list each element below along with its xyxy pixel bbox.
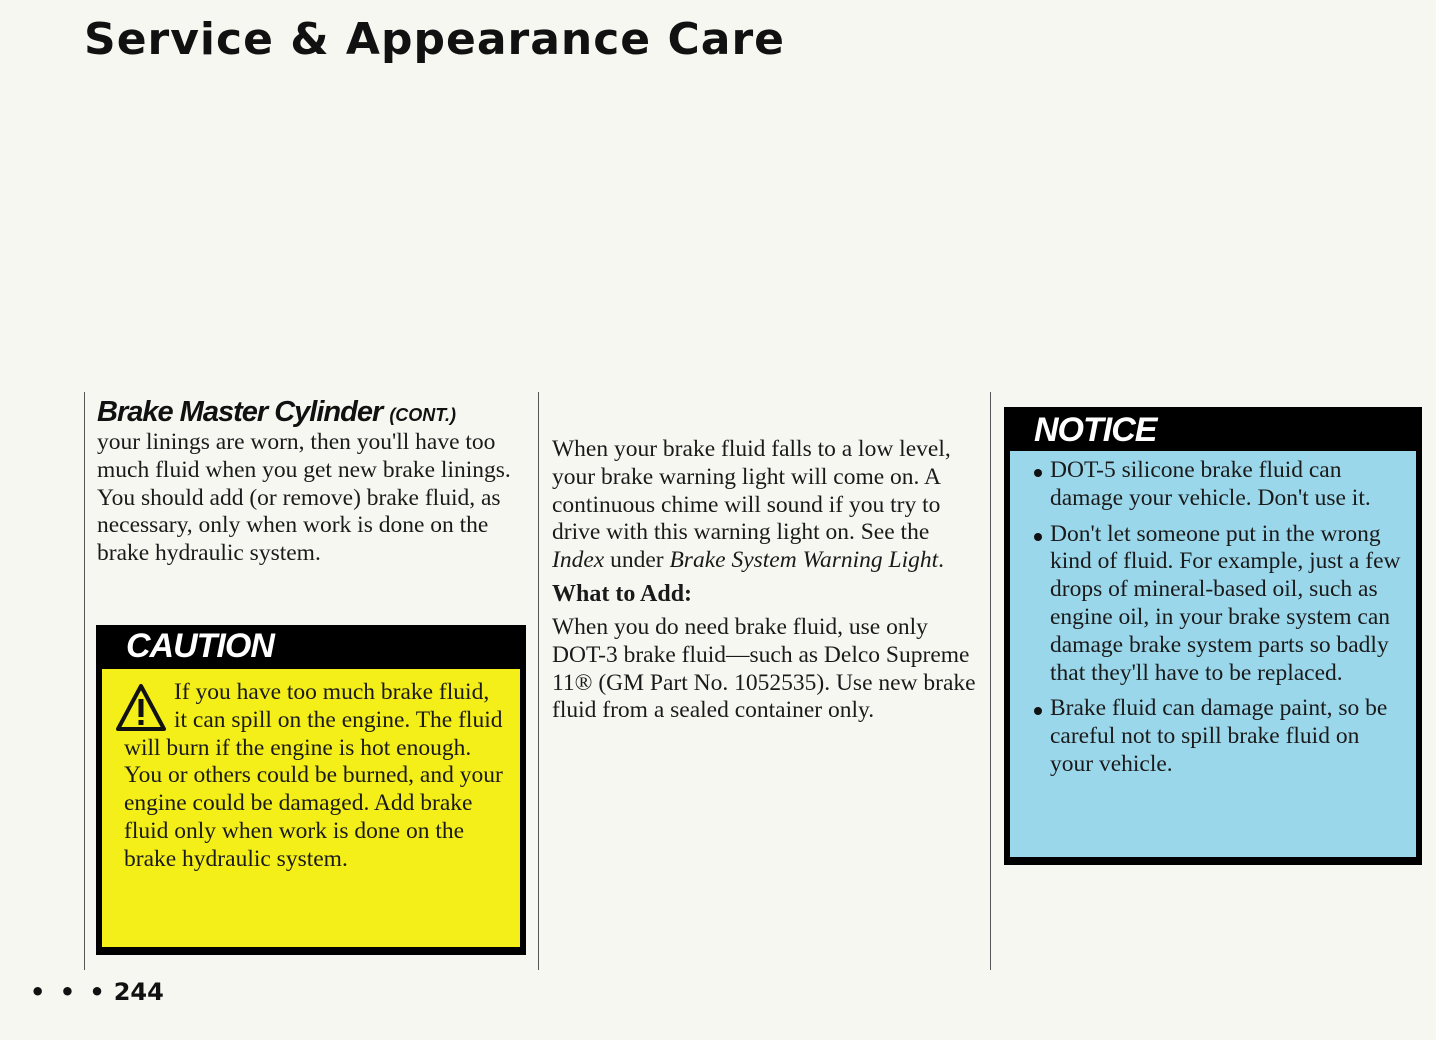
column-2 — [552, 436, 977, 725]
section-heading — [97, 396, 522, 429]
notice-item-text: DOT-5 silicone brake fluid can damage your vehicle. Don't use it. — [1050, 457, 1371, 511]
caution-text: If you have too much brake fluid, it can spill on the engine. The fluid will burn if the engine is hot enough. You or others could be burned, and your engine could be damaged. Add brake fluid only when work is done on the brake hydraulic system. — [124, 679, 503, 872]
index-reference: Brake System Warning Light — [669, 547, 939, 574]
notice-item — [1034, 457, 1406, 513]
paragraph-1-text: When your brake fluid falls to a low level, your brake warning light will come on. A continuous chime will sound if you try to drive with this warning light on. See the — [552, 436, 951, 546]
footer-dots: • • • — [30, 978, 108, 1006]
bullet-icon — [1034, 533, 1042, 541]
section-heading-continued: (CONT.) — [389, 405, 456, 425]
column-divider-middle — [538, 392, 539, 970]
column-divider-left — [84, 392, 85, 970]
notice-body — [1010, 451, 1416, 857]
notice-item-text: Don't let someone put in the wrong kind of fluid. For example, just a few drops of mineral-based oil, such as engine oil, in your brake system can damage brake system parts so badly that they'll have to be replaced. — [1050, 520, 1401, 686]
column-1 — [97, 396, 522, 568]
notice-label: NOTICE — [1034, 411, 1157, 449]
what-to-add-heading: What to Add: — [552, 580, 693, 607]
notice-item — [1034, 695, 1406, 778]
bullet-icon — [1034, 469, 1042, 477]
index-word: Index — [552, 547, 605, 574]
page-title: Service & Appearance Care — [84, 14, 785, 65]
bullet-icon — [1034, 707, 1042, 715]
column-2-paragraph-1: When your brake fluid falls to a low level, your brake warning light will come on. A continuous chime will sound if you try to drive with this warning light on. See the Index under Brake System Warning Light. — [552, 436, 951, 574]
column-1-paragraph: your linings are worn, then you'll have too much fluid when you get new brake linings. You should add (or remove) brake fluid, as necessary, only when work is done on the brake hydraulic system. — [97, 429, 511, 567]
caution-box — [96, 625, 526, 955]
caution-body — [102, 669, 520, 947]
column-2-paragraph-2: When you do need brake fluid, use only DOT-3 brake fluid—such as Delco Supreme 11® (GM Part No. 1052535). Use new brake fluid from a sealed container only. — [552, 613, 976, 724]
notice-box — [1004, 407, 1422, 865]
notice-item-text: Brake fluid can damage paint, so be careful not to spill brake fluid on your vehicle. — [1050, 695, 1388, 777]
warning-triangle-icon — [116, 683, 166, 733]
under-word: under — [610, 547, 664, 574]
column-divider-right — [990, 392, 991, 970]
page-footer — [30, 978, 164, 1006]
page-number: 244 — [113, 978, 164, 1006]
section-heading-title: Brake Master Cylinder — [97, 396, 383, 428]
caution-label: CAUTION — [126, 627, 274, 665]
notice-item — [1034, 521, 1406, 688]
